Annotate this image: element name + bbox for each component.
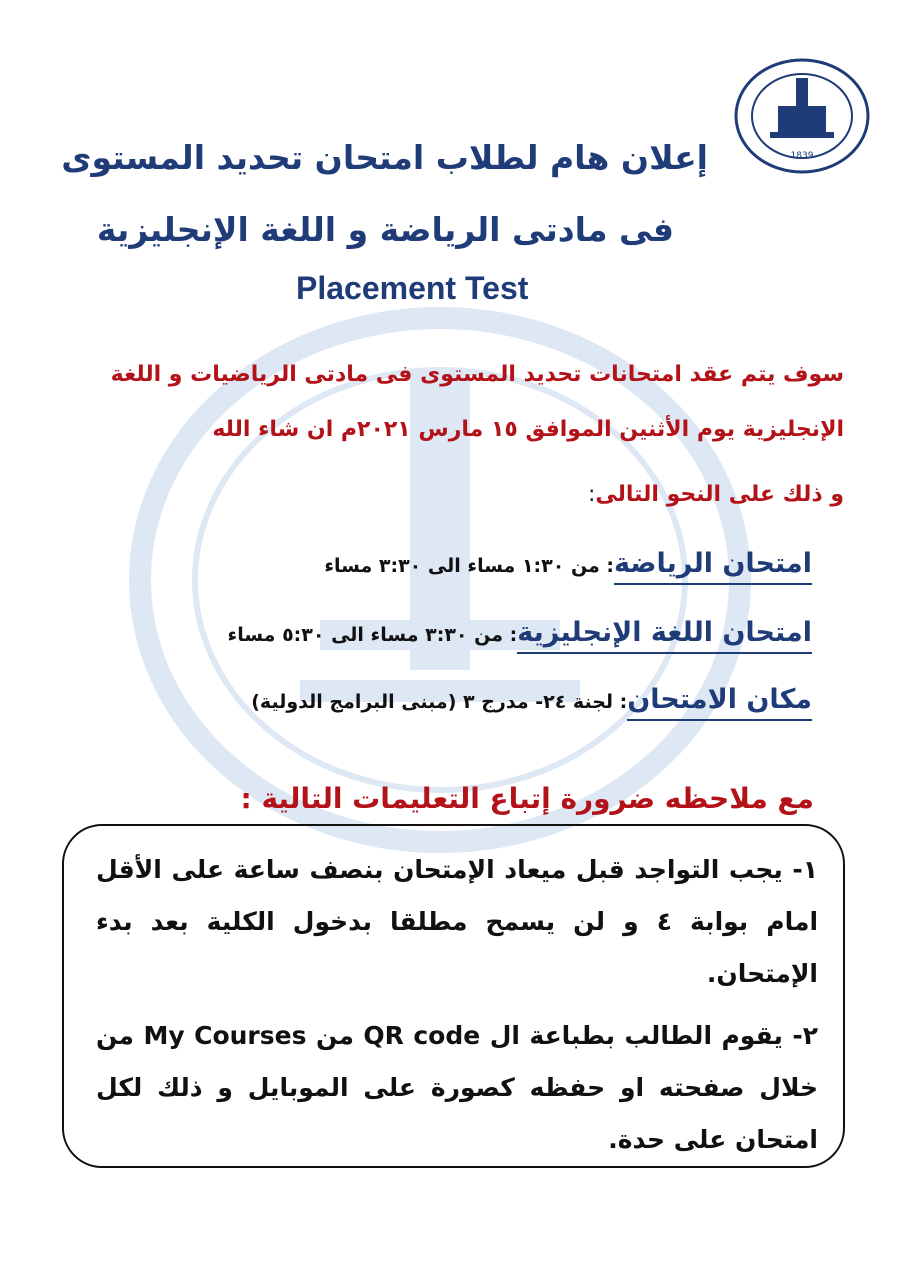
- announcement-colon: :: [587, 482, 596, 507]
- exam-location: [251, 684, 812, 715]
- location-label: مكان الامتحان: [627, 684, 812, 721]
- math-schedule: [324, 548, 812, 579]
- math-label: امتحان الرياضة: [614, 548, 812, 585]
- instruction-2: ٢- يقوم الطالب بطباعة ال QR code من My Courses من خلال صفحته او حفظه كصورة على الموبايل و ذلك لكل امتحان على حدة.: [96, 1021, 818, 1154]
- announcement-line-3: [588, 482, 844, 507]
- title-english: Placement Test: [296, 270, 529, 306]
- university-logo: [732, 56, 872, 176]
- location-value: : لجنة ٢٤- مدرج ٣ (مبنى البرامج الدولية): [251, 691, 628, 713]
- english-label: امتحان اللغة الإنجليزية: [517, 617, 812, 654]
- instruction-1: ١- يجب التواجد قبل ميعاد الإمتحان بنصف ساعة على الأقل امام بوابة ٤ و لن يسمح مطلقا بدخول الكلية بعد بدء الإمتحان.: [96, 855, 819, 988]
- english-time: : من ٣:٣٠ مساء الى ٥:٣٠ مساء: [227, 624, 518, 646]
- instructions-heading: مع ملاحظه ضرورة إتباع التعليمات التالية :: [240, 782, 814, 815]
- math-time: : من ١:٣٠ مساء الى ٣:٣٠ مساء: [324, 555, 615, 577]
- title-line-2: فى مادتى الرياضة و اللغة الإنجليزية: [96, 210, 674, 249]
- announcement-line-2: الإنجليزية يوم الأثنين الموافق ١٥ مارس ٢٠٢١م ان شاء الله: [212, 417, 844, 442]
- english-schedule: [228, 617, 813, 648]
- logo-year: 1839: [790, 151, 814, 161]
- title-line-1: إعلان هام لطلاب امتحان تحديد المستوى: [61, 138, 708, 177]
- announcement-line-1: سوف يتم عقد امتحانات تحديد المستوى فى مادتى الرياضيات و اللغة: [110, 362, 844, 387]
- announcement-line-3-text: و ذلك على النحو التالى: [595, 482, 844, 507]
